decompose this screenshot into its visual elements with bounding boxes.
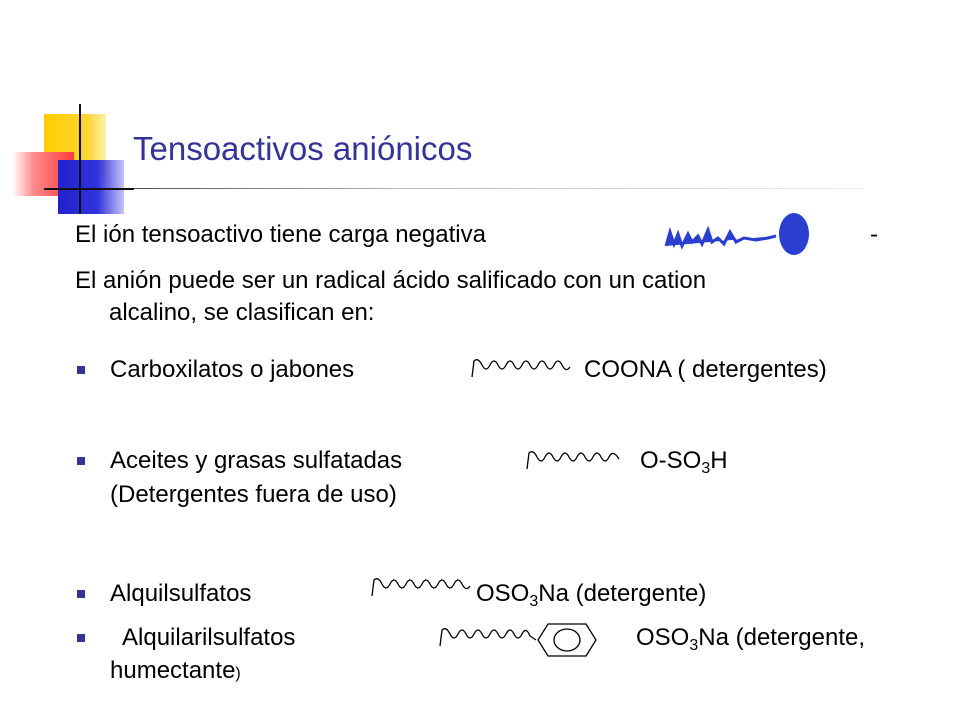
slide-title: Tensoactivos aniónicos	[133, 130, 473, 167]
title-underline	[44, 188, 864, 189]
logo-horizontal-line	[44, 188, 134, 190]
bullet-1-label: Carboxilatos o jabones	[110, 356, 355, 383]
hydrocarbon-chain-icon	[525, 447, 625, 473]
line1-text: El ión tensoactivo tiene carga negativa	[75, 221, 486, 248]
bullet-3-formula: $OSO_3Na$ (detergente)	[476, 580, 707, 610]
alkylaryl-chain-icon	[438, 620, 600, 660]
bullet-marker	[77, 634, 85, 642]
bullet-2-label: Aceites y grasas sulfatadas	[110, 447, 403, 474]
bullet-3-label: Alquilsulfatos	[110, 580, 252, 607]
hydrocarbon-chain-icon	[470, 355, 578, 381]
bullet-marker	[77, 457, 85, 465]
bullet-2-note: (Detergentes fuera de uso)	[110, 481, 397, 508]
bullet-2-formula: $O-SO_3H$	[640, 447, 728, 477]
bullet-1-formula: COONA ( detergentes)	[584, 356, 827, 383]
bullet-marker	[77, 590, 85, 598]
bullet-marker	[77, 366, 85, 374]
bullet-4-formula: $OSO_3Na$ (detergente,	[636, 624, 866, 654]
charge-sign: -	[870, 221, 878, 248]
line2-text-a: El anión puede ser un radical ácido salificado con un cation	[75, 267, 707, 294]
bullet-4-note: humectante)	[110, 657, 241, 684]
line2-text-b: alcalino, se clasifican en:	[109, 299, 375, 326]
logo-blue-square	[58, 160, 124, 214]
bullet-4-label: Alquilarilsulfatos	[110, 624, 296, 651]
surfactant-anion-icon	[664, 210, 814, 260]
logo-vertical-line	[79, 104, 81, 214]
hydrocarbon-chain-icon	[370, 574, 474, 600]
